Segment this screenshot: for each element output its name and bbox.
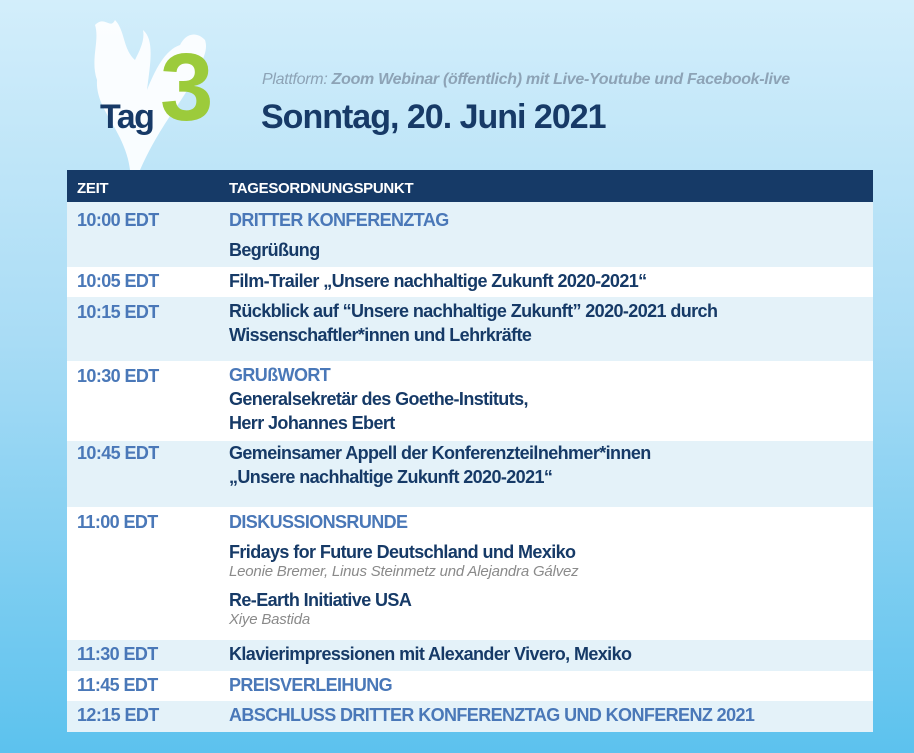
table-row (67, 202, 873, 267)
row-text: Film-Trailer „Unsere nachhaltige Zukunft 2020-2021“ (229, 267, 873, 297)
page-title: Sonntag, 20. Juni 2021 (261, 98, 606, 136)
table-header (67, 170, 873, 202)
row-heading: ABSCHLUSS DRITTER KONFERENZTAG UND KONFERENZ 2021 (229, 701, 873, 732)
row-text: Gemeinsamer Appell der Konferenzteilnehmer*innen (229, 443, 651, 463)
table-row (67, 701, 873, 732)
col-time: ZEIT (67, 170, 229, 202)
col-item: TAGESORDNUNGSPUNKT (229, 170, 873, 202)
table-row (67, 267, 873, 297)
row-heading: DRITTER KONFERENZTAG (229, 210, 449, 230)
row-time: 10:05 EDT (67, 267, 229, 297)
table-row (67, 671, 873, 701)
row-text: Wissenschaftler*innen und Lehrkräfte (229, 325, 532, 345)
row-time: 10:15 EDT (67, 297, 229, 361)
table-row (67, 441, 873, 507)
table-row (67, 361, 873, 441)
table-row (67, 297, 873, 361)
row-text: Rückblick auf “Unsere nachhaltige Zukunft” 2020-2021 durch (229, 301, 718, 321)
row-time: 10:00 EDT (67, 202, 229, 267)
row-time: 10:45 EDT (67, 441, 229, 507)
row-text: Fridays for Future Deutschland und Mexiko (229, 542, 576, 562)
day-label: Tag (100, 98, 154, 136)
row-text: Herr Johannes Ebert (229, 413, 395, 433)
row-time: 12:15 EDT (67, 701, 229, 732)
row-time: 11:30 EDT (67, 640, 229, 671)
platform-label: Plattform: (262, 71, 328, 88)
row-time: 11:45 EDT (67, 671, 229, 701)
row-text: Begrüßung (229, 240, 320, 260)
row-text: Generalsekretär des Goethe-Instituts, (229, 389, 528, 409)
row-time: 10:30 EDT (67, 361, 229, 441)
row-heading: PREISVERLEIHUNG (229, 671, 873, 701)
agenda-table (67, 170, 873, 732)
row-speakers: Leonie Bremer, Linus Steinmetz und Alejandra Gálvez (229, 563, 579, 580)
table-row (67, 640, 873, 671)
row-time: 11:00 EDT (67, 507, 229, 640)
row-heading: DISKUSSIONSRUNDE (229, 512, 408, 532)
row-text: „Unsere nachhaltige Zukunft 2020-2021“ (229, 467, 553, 487)
day-number: 3 (160, 34, 211, 141)
table-row (67, 507, 873, 640)
platform-value: Zoom Webinar (öffentlich) mit Live-Youtube und Facebook-live (331, 71, 790, 88)
row-text: Klavierimpressionen mit Alexander Vivero, Mexiko (229, 640, 873, 671)
row-heading: GRUßWORT (229, 365, 331, 385)
platform-info (262, 71, 790, 89)
row-speakers: Xiye Bastida (229, 611, 310, 628)
row-text: Re-Earth Initiative USA (229, 590, 412, 610)
